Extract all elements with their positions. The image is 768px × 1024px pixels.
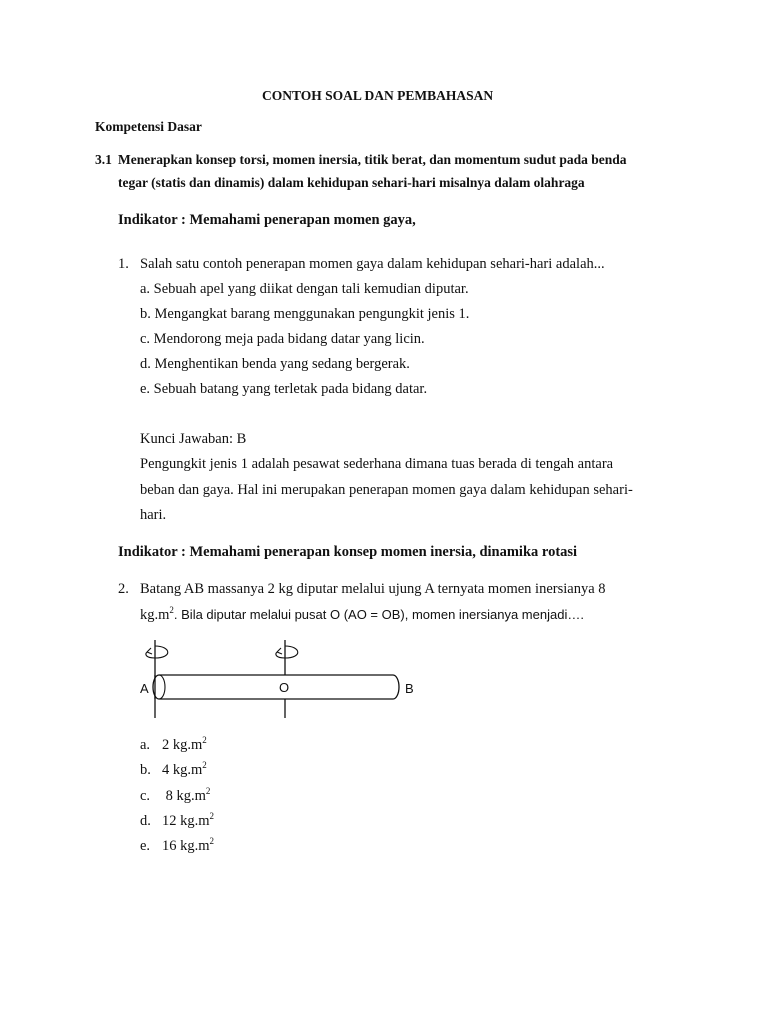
- label-b: B: [405, 681, 414, 696]
- q1-question: Salah satu contoh penerapan momen gaya dalam kehidupan sehari-hari adalah...: [140, 256, 605, 272]
- q2-option-a: a. 2 $kg.m^2$: [140, 735, 207, 753]
- q2-line-2-rest: . Bila diputar melalui pusat O (AO = OB), momen inersianya menjadi….: [173, 607, 584, 622]
- q1-explanation-line-2: beban dan gaya. Hal ini merupakan penerapan momen gaya dalam kehidupan sehari-: [140, 482, 633, 498]
- kd-number: 3.1: [95, 152, 112, 167]
- q2-option-e: e. 16 $kg.m^2$: [140, 836, 215, 854]
- q2-option-c: c. 8 $kg.m^2$: [140, 786, 211, 804]
- q1-option-a: a. Sebuah apel yang diikat dengan tali kemudian diputar.: [140, 281, 469, 297]
- label-o: O: [279, 680, 290, 695]
- label-a: A: [140, 681, 149, 696]
- q1-explanation-line-3: hari.: [140, 507, 167, 523]
- rotation-arrow-o-icon: [276, 646, 298, 658]
- indikator-2: Indikator : Memahami penerapan konsep momen inersia, dinamika rotasi: [118, 544, 578, 560]
- q1-answer-key: Kunci Jawaban: B: [140, 431, 247, 447]
- q2-option-b: b. 4 $kg.m^2$: [140, 760, 207, 778]
- q2-unit-sup: 2: [169, 605, 174, 615]
- rod-body: [153, 675, 399, 699]
- q2-number: 2.: [118, 581, 129, 597]
- q1-option-e: e. Sebuah batang yang terletak pada bidang datar.: [140, 381, 428, 397]
- q1-option-c: c. Mendorong meja pada bidang datar yang licin.: [140, 331, 425, 347]
- q2-option-d: d. 12 $kg.m^2$: [140, 811, 215, 829]
- kd-heading: Kompetensi Dasar: [95, 119, 202, 134]
- q1-option-b: b. Mengangkat barang menggunakan pengungkit jenis 1.: [140, 306, 470, 322]
- q2-unit: kg.m: [140, 607, 170, 623]
- q1-option-d: d. Menghentikan benda yang sedang bergerak.: [140, 356, 410, 372]
- q2-line-2: [140, 606, 584, 624]
- page-title: CONTOH SOAL DAN PEMBAHASAN: [262, 88, 494, 103]
- indikator-1: Indikator : Memahami penerapan momen gaya,: [118, 212, 416, 228]
- rotation-arrow-a-icon: [146, 646, 168, 658]
- kd-line-2: tegar (statis dan dinamis) dalam kehidupan sehari-hari misalnya dalam olahraga: [118, 175, 585, 190]
- kd-line-1: Menerapkan konsep torsi, momen inersia, titik berat, dan momentum sudut pada benda: [118, 152, 627, 167]
- q1-explanation-line-1: Pengungkit jenis 1 adalah pesawat sederhana dimana tuas berada di tengah antara: [140, 456, 614, 472]
- q1-number: 1.: [118, 256, 129, 272]
- q2-line-1: Batang AB massanya 2 kg diputar melalui ujung A ternyata momen inersianya 8: [140, 581, 606, 597]
